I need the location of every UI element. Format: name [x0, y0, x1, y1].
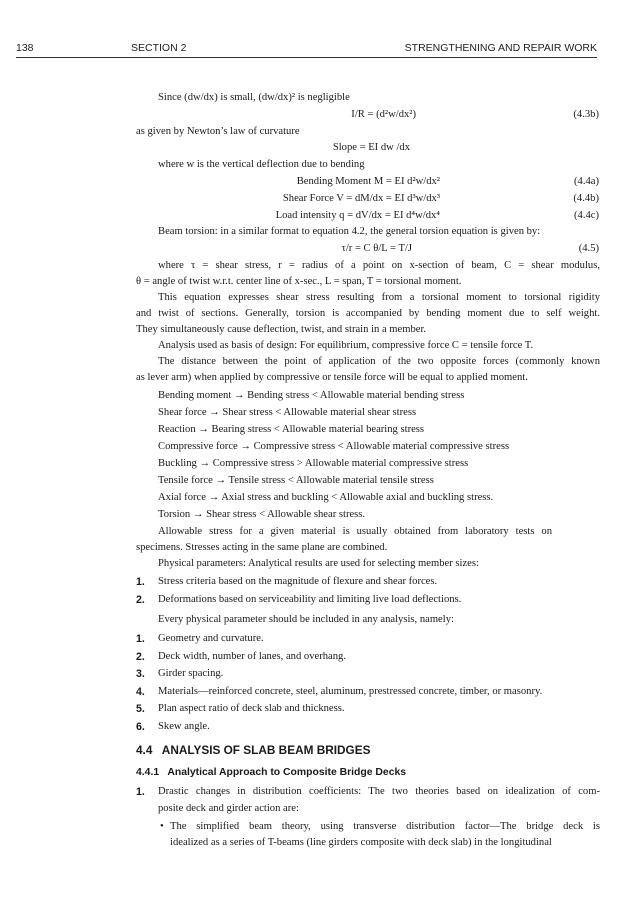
list-item: Shear force → Shear stress < Allowable material shear stress — [158, 407, 417, 418]
bullet-item — [136, 819, 606, 852]
where-tau-line-1: where τ = shear stress, r = radius of a point on x-section of beam, C = shear modulus, — [158, 260, 600, 271]
header-rule — [16, 57, 597, 58]
allowable-para-line-1: Allowable stress for a given material is usually obtained from laboratory tests on — [158, 526, 552, 537]
where-tau-line-2: θ = angle of twist w.r.t. center line of x-sec., L = span, T = torsional moment. — [136, 276, 462, 287]
running-title: STRENGTHENING AND REPAIR WORK — [404, 42, 597, 54]
item-number: 4. — [136, 685, 145, 698]
list-item — [136, 592, 606, 610]
equation-4-4c — [130, 208, 599, 225]
list-item — [136, 684, 606, 702]
allowable-para-line-2: specimens. Stresses acting in the same plane are combined. — [136, 542, 388, 553]
bullet-text-line-2: idealized as a series of T-beams (line girders composite with deck slab) in the longitudinal — [170, 837, 552, 848]
equation-text: I/R = (d²w/dx²) — [351, 109, 416, 120]
equation-text: τ/r = C θ/L = T/J — [341, 243, 412, 254]
analysis-para: Analysis used as basis of design: For equilibrium, compressive force C = tensile force T. — [158, 340, 534, 351]
item-text: Materials—reinforced concrete, steel, aluminum, prestressed concrete, timber, or masonry. — [158, 685, 543, 697]
list-item — [136, 574, 606, 592]
list-item: Reaction → Bearing stress < Allowable material bearing stress — [158, 424, 425, 435]
section-label: SECTION 2 — [131, 42, 187, 54]
distance-para-line-2: as lever arm) when applied by compressive or tensile force will be equal to applied moment. — [136, 372, 528, 383]
equation-4-4a — [130, 174, 599, 191]
distance-para-line-1: The distance between the point of application of the two opposite forces (commonly known — [158, 356, 600, 367]
every-para: Every physical parameter should be included in any analysis, namely: — [158, 614, 454, 625]
item-text: Geometry and curvature. — [158, 633, 264, 644]
item-text-line-1: Drastic changes in distribution coefficients: The two theories based on idealization of com- — [158, 786, 600, 797]
list-item — [136, 649, 606, 667]
slope-equation — [130, 140, 599, 157]
shear-para-line-3: They simultaneously cause deflection, twist, and strain in a member. — [136, 324, 427, 335]
item-text: Girder spacing. — [158, 668, 224, 679]
torsion-line: Beam torsion: in a similar format to equation 4.2, the general torsion equation is given by: — [158, 226, 541, 237]
item-number: 1. — [136, 786, 145, 798]
list-item: Bending moment → Bending stress < Allowable material bending stress — [158, 390, 465, 401]
item-number: 2. — [136, 650, 145, 663]
item-text-line-2: posite deck and girder action are: — [158, 802, 299, 814]
where-w-line: where w is the vertical deflection due to bending — [158, 159, 365, 170]
list-item: Torsion → Shear stress < Allowable shear stress. — [158, 509, 366, 520]
equation-number: (4.3b) — [573, 109, 599, 120]
equation-4-3b — [130, 107, 599, 124]
newton-line: as given by Newton’s law of curvature — [136, 126, 300, 137]
equation-number: (4.4b) — [573, 193, 599, 204]
equation-number: (4.4c) — [574, 210, 599, 221]
subsection-heading-4-4-1: 4.4.1 Analytical Approach to Composite Bridge Decks — [136, 767, 407, 778]
item-number: 6. — [136, 720, 145, 733]
equation-number: (4.4a) — [574, 176, 599, 187]
equation-4-5 — [130, 241, 599, 258]
item-number: 3. — [136, 668, 145, 680]
item-text: Plan aspect ratio of deck slab and thickness. — [158, 703, 345, 714]
physical-para: Physical parameters: Analytical results are used for selecting member sizes: — [158, 558, 479, 569]
parameter-list — [136, 631, 606, 736]
item-text: Skew angle. — [158, 720, 210, 732]
item-text: Stress criteria based on the magnitude of flexure and shear forces. — [158, 576, 438, 587]
list-item: Buckling → Compressive stress > Allowable material compressive stress — [158, 458, 469, 469]
shear-para-line-1: This equation expresses shear stress resulting from a torsional moment to torsional rigidity — [158, 292, 600, 303]
page-number: 138 — [16, 42, 34, 54]
list-item: Compressive force → Compressive stress < Allowable material compressive stress — [158, 441, 510, 452]
equation-text: Shear Force V = dM/dx = EI d³w/dx³ — [282, 193, 440, 204]
list-item — [136, 784, 606, 818]
item-text: Deformations based on serviceability and limiting live load deflections. — [158, 593, 462, 605]
list-item: Tensile force → Tensile stress < Allowable material tensile stress — [158, 475, 434, 486]
bullet-mark: • — [160, 820, 164, 832]
list-item — [136, 701, 606, 719]
equation-text: Slope = EI dw /dx — [332, 142, 410, 153]
stress-list — [158, 388, 509, 524]
equation-number: (4.5) — [578, 243, 599, 254]
item-number: 1. — [136, 576, 145, 588]
equation-text: Bending Moment M = EI d²w/dx² — [296, 176, 440, 187]
shear-para-line-2: and twist of sections. Generally, torsion is accompanied by bending moment due to self weight. — [136, 308, 600, 319]
list-item: Axial force → Axial stress and buckling < Allowable axial and buckling stress. — [158, 492, 494, 503]
list-item — [136, 719, 606, 737]
section-heading-4-4: 4.4 ANALYSIS OF SLAB BEAM BRIDGES — [136, 743, 371, 757]
item-text: Deck width, number of lanes, and overhang. — [158, 650, 346, 662]
item-number: 2. — [136, 593, 145, 606]
equation-4-4b — [130, 191, 599, 208]
criteria-list — [136, 574, 606, 609]
intro-line: Since (dw/dx) is small, (dw/dx)² is negligible — [158, 92, 350, 103]
list-item — [136, 631, 606, 649]
item-number: 5. — [136, 703, 145, 715]
bullet-text-line-1: The simplified beam theory, using transverse distribution factor—The bridge deck is — [170, 820, 600, 832]
item-number: 1. — [136, 633, 145, 645]
composite-deck-list — [136, 784, 606, 852]
equation-text: Load intensity q = dV/dx = EI d⁴w/dx⁴ — [275, 210, 440, 221]
list-item — [136, 666, 606, 684]
